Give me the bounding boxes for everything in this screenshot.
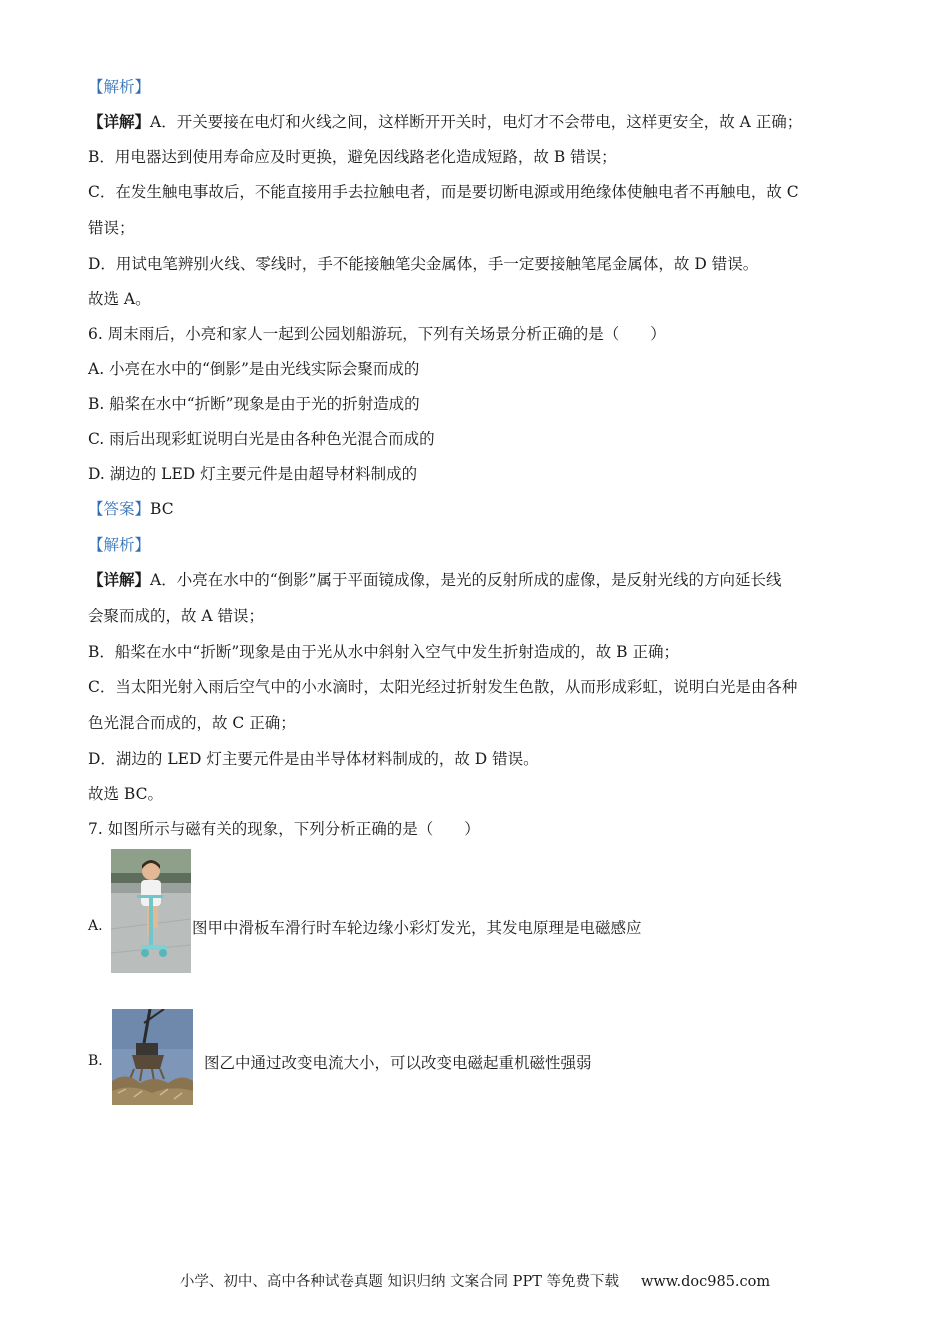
scooter-photo-image <box>111 849 191 973</box>
detail-text-a: A．开关要接在电灯和火线之间，这样断开开关时，电灯才不会带电，这样更安全，故 A 正确； <box>150 113 803 131</box>
jiexi-label: 【解析】 <box>88 78 151 96</box>
detail-tag: 【详解】 <box>88 570 151 589</box>
q6-detail-a1 <box>88 570 868 590</box>
detail-tag: 【详解】 <box>88 112 151 131</box>
q7-stem: 7. 如图所示与磁有关的现象，下列分析正确的是（ ） <box>88 820 480 838</box>
page-footer <box>0 1270 950 1291</box>
conclusion: 故选 A。 <box>88 290 151 308</box>
q7-option-b-text: 图乙中通过改变电流大小，可以改变电磁起重机磁性强弱 <box>204 1054 592 1072</box>
q6-stem: 6. 周末雨后，小亮和家人一起到公园划船游玩，下列有关场景分析正确的是（ ） <box>88 325 666 343</box>
q6-detail-a2: 会聚而成的，故 A 错误； <box>88 607 265 625</box>
detail-line-b: B．用电器达到使用寿命应及时更换，避免因线路老化造成短路，故 B 错误； <box>88 148 617 166</box>
q6-detail-d: D．湖边的 LED 灯主要元件是由半导体材料制成的，故 D 错误。 <box>88 750 539 768</box>
jiexi-label: 【解析】 <box>88 536 151 554</box>
q6-option-d: D. 湖边的 LED 灯主要元件是由超导材料制成的 <box>88 465 418 483</box>
q6-option-c: C. 雨后出现彩虹说明白光是由各种色光混合而成的 <box>88 430 435 448</box>
q7-option-a-text: 图甲中滑板车滑行时车轮边缘小彩灯发光，其发电原理是电磁感应 <box>192 919 642 937</box>
detail-line-a <box>88 112 868 132</box>
detail-line-d: D．用试电笔辨别火线、零线时，手不能接触笔尖金属体，手一定要接触笔尾金属体，故 D 错误。 <box>88 255 759 273</box>
detail-line-c1: C．在发生触电事故后，不能直接用手去拉触电者，而是要切断电源或用绝缘体使触电者不再触电，故 C <box>88 183 799 201</box>
q6-option-a: A. 小亮在水中的“倒影”是由光线实际会聚而成的 <box>88 360 420 378</box>
q6-answer <box>88 499 868 519</box>
q6-option-b: B. 船桨在水中“折断”现象是由于光的折射造成的 <box>88 395 420 413</box>
scooter-photo <box>111 849 191 973</box>
crane-photo <box>112 1009 193 1105</box>
q6-detail-b: B．船桨在水中“折断”现象是由于光从水中斜射入空气中发生折射造成的，故 B 正确； <box>88 643 679 661</box>
q7-option-a-letter: A. <box>88 918 103 934</box>
q6-conclusion: 故选 BC。 <box>88 785 163 803</box>
q7-option-b-letter: B. <box>88 1053 103 1069</box>
footer-website-link[interactable]: www.doc985.com <box>640 1274 771 1290</box>
jiexi-tag <box>88 77 868 97</box>
q6-detail-c1: C．当太阳光射入雨后空气中的小水滴时，太阳光经过折射发生色散，从而形成彩虹，说明白光是由各种 <box>88 678 798 696</box>
crane-photo-image <box>112 1009 193 1105</box>
detail-line-c2: 错误； <box>88 219 135 237</box>
q6-detail-c2: 色光混合而成的，故 C 正确； <box>88 714 296 732</box>
answer-tag: 【答案】 <box>88 500 151 518</box>
footer-text: 小学、初中、高中各种试卷真题 知识归纳 文案合同 PPT 等免费下载 <box>179 1274 619 1290</box>
detail-text-a1: A．小亮在水中的“倒影”属于平面镜成像，是光的反射所成的虚像，是反射光线的方向延长线 <box>150 571 782 589</box>
answer-value: BC <box>150 500 174 518</box>
q6-jiexi <box>88 535 868 555</box>
